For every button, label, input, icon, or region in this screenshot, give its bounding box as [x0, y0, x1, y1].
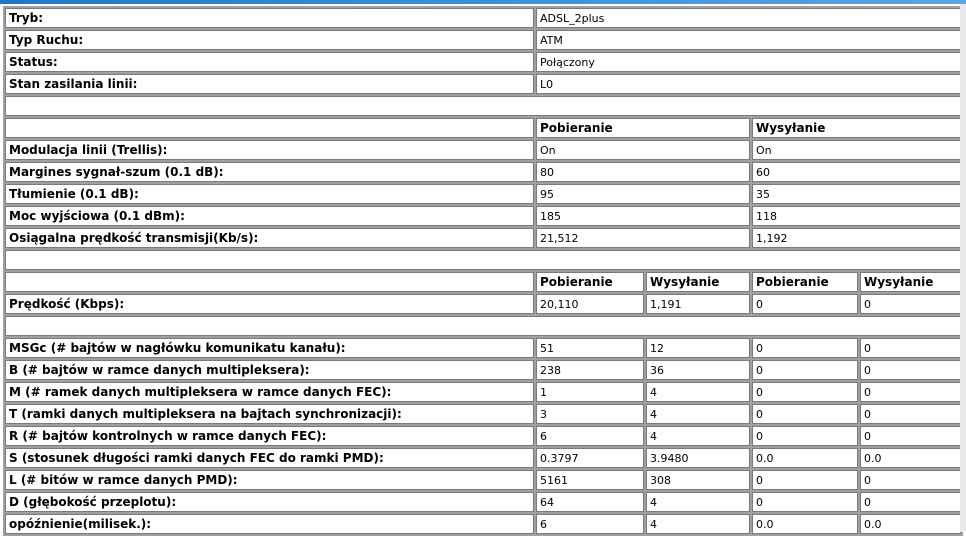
rate-header-download-1: Pobieranie: [536, 272, 644, 292]
output-power-down: 185: [536, 206, 750, 226]
param-value: 0.0: [860, 514, 961, 534]
attainable-rate-up: 1,192: [752, 228, 961, 248]
snr-down: 80: [536, 162, 750, 182]
rate-header-upload-1: Wysyłanie: [646, 272, 750, 292]
snr-up: 60: [752, 162, 961, 182]
param-value: 0: [752, 404, 858, 424]
param-value: 3: [536, 404, 644, 424]
separator-cell: [5, 250, 961, 270]
line-header-upload: Wysyłanie: [752, 118, 961, 138]
param-label: R (# bajtów kontrolnych w ramce danych FEC):: [5, 426, 534, 446]
param-value: 5161: [536, 470, 644, 490]
speed-value: 0: [752, 294, 858, 314]
param-label: B (# bajtów w ramce danych multipleksera):: [5, 360, 534, 380]
param-value: 308: [646, 470, 750, 490]
info-row-traffic-type: [5, 30, 961, 50]
speed-value: 20,110: [536, 294, 644, 314]
param-label: T (ramki danych multipleksera na bajtach synchronizacji):: [5, 404, 534, 424]
param-label: opóźnienie(milisek.):: [5, 514, 534, 534]
param-value: 0.0: [860, 448, 961, 468]
table-row: [5, 338, 961, 358]
mode-value: ADSL_2plus: [536, 8, 961, 28]
param-value: 4: [646, 404, 750, 424]
param-value: 4: [646, 426, 750, 446]
param-value: 0.3797: [536, 448, 644, 468]
param-value: 4: [646, 492, 750, 512]
info-row-mode: [5, 8, 961, 28]
top-accent-bar: [0, 0, 966, 4]
adsl-status-table: [3, 6, 963, 536]
separator-cell: [5, 96, 961, 116]
power-state-value: L0: [536, 74, 961, 94]
attenuation-up: 35: [752, 184, 961, 204]
attainable-rate-down: 21,512: [536, 228, 750, 248]
separator-row: [5, 96, 961, 116]
param-value: 1: [536, 382, 644, 402]
info-row-power-state: [5, 74, 961, 94]
param-value: 0: [752, 338, 858, 358]
param-label: S (stosunek długości ramki danych FEC do ramki PMD):: [5, 448, 534, 468]
status-value: Połączony: [536, 52, 961, 72]
table-row: [5, 426, 961, 446]
param-value: 0: [860, 404, 961, 424]
speed-label: Prędkość (Kbps):: [5, 294, 534, 314]
param-value: 36: [646, 360, 750, 380]
param-value: 0.0: [752, 514, 858, 534]
line-header-download: Pobieranie: [536, 118, 750, 138]
param-value: 0: [860, 338, 961, 358]
table-row: [5, 404, 961, 424]
line-header-row: [5, 118, 961, 138]
trellis-label: Modulacja linii (Trellis):: [5, 140, 534, 160]
line-row-snr: [5, 162, 961, 182]
empty-header-cell: [5, 118, 534, 138]
param-value: 0: [860, 492, 961, 512]
info-row-status: [5, 52, 961, 72]
line-row-trellis: [5, 140, 961, 160]
empty-header-cell: [5, 272, 534, 292]
table-row: [5, 382, 961, 402]
param-label: L (# bitów w ramce danych PMD):: [5, 470, 534, 490]
param-value: 0: [860, 470, 961, 490]
power-state-label: Stan zasilania linii:: [5, 74, 534, 94]
param-value: 0.0: [752, 448, 858, 468]
attenuation-label: Tłumienie (0.1 dB):: [5, 184, 534, 204]
output-power-up: 118: [752, 206, 961, 226]
trellis-up: On: [752, 140, 961, 160]
param-value: 0: [752, 470, 858, 490]
table-row: [5, 470, 961, 490]
output-power-label: Moc wyjściowa (0.1 dBm):: [5, 206, 534, 226]
param-value: 0: [860, 426, 961, 446]
mode-label: Tryb:: [5, 8, 534, 28]
rate-header-row: [5, 272, 961, 292]
trellis-down: On: [536, 140, 750, 160]
status-label: Status:: [5, 52, 534, 72]
param-label: M (# ramek danych multipleksera w ramce danych FEC):: [5, 382, 534, 402]
snr-label: Margines sygnał-szum (0.1 dB):: [5, 162, 534, 182]
param-value: 51: [536, 338, 644, 358]
table-row: [5, 492, 961, 512]
param-label: MSGc (# bajtów w nagłówku komunikatu kanału):: [5, 338, 534, 358]
param-value: 6: [536, 514, 644, 534]
param-value: 0: [752, 426, 858, 446]
attenuation-down: 95: [536, 184, 750, 204]
param-label: D (głębokość przeplotu):: [5, 492, 534, 512]
speed-value: 0: [860, 294, 961, 314]
param-value: 6: [536, 426, 644, 446]
param-value: 12: [646, 338, 750, 358]
rate-header-download-2: Pobieranie: [752, 272, 858, 292]
table-row: [5, 360, 961, 380]
param-value: 64: [536, 492, 644, 512]
param-value: 0: [752, 492, 858, 512]
separator-row: [5, 250, 961, 270]
line-row-attenuation: [5, 184, 961, 204]
attainable-rate-label: Osiągalna prędkość transmisji(Kb/s):: [5, 228, 534, 248]
param-value: 0: [860, 382, 961, 402]
separator-cell: [5, 316, 961, 336]
line-row-output-power: [5, 206, 961, 226]
rate-header-upload-2: Wysyłanie: [860, 272, 961, 292]
param-value: 238: [536, 360, 644, 380]
traffic-type-label: Typ Ruchu:: [5, 30, 534, 50]
param-value: 4: [646, 382, 750, 402]
table-row: [5, 514, 961, 534]
rate-row-speed: [5, 294, 961, 314]
param-value: 0: [752, 360, 858, 380]
traffic-type-value: ATM: [536, 30, 961, 50]
param-value: 3.9480: [646, 448, 750, 468]
separator-row: [5, 316, 961, 336]
speed-value: 1,191: [646, 294, 750, 314]
line-row-attainable-rate: [5, 228, 961, 248]
param-value: 0: [860, 360, 961, 380]
table-row: [5, 448, 961, 468]
param-value: 4: [646, 514, 750, 534]
param-value: 0: [752, 382, 858, 402]
scrollbar-track[interactable]: [960, 4, 966, 532]
